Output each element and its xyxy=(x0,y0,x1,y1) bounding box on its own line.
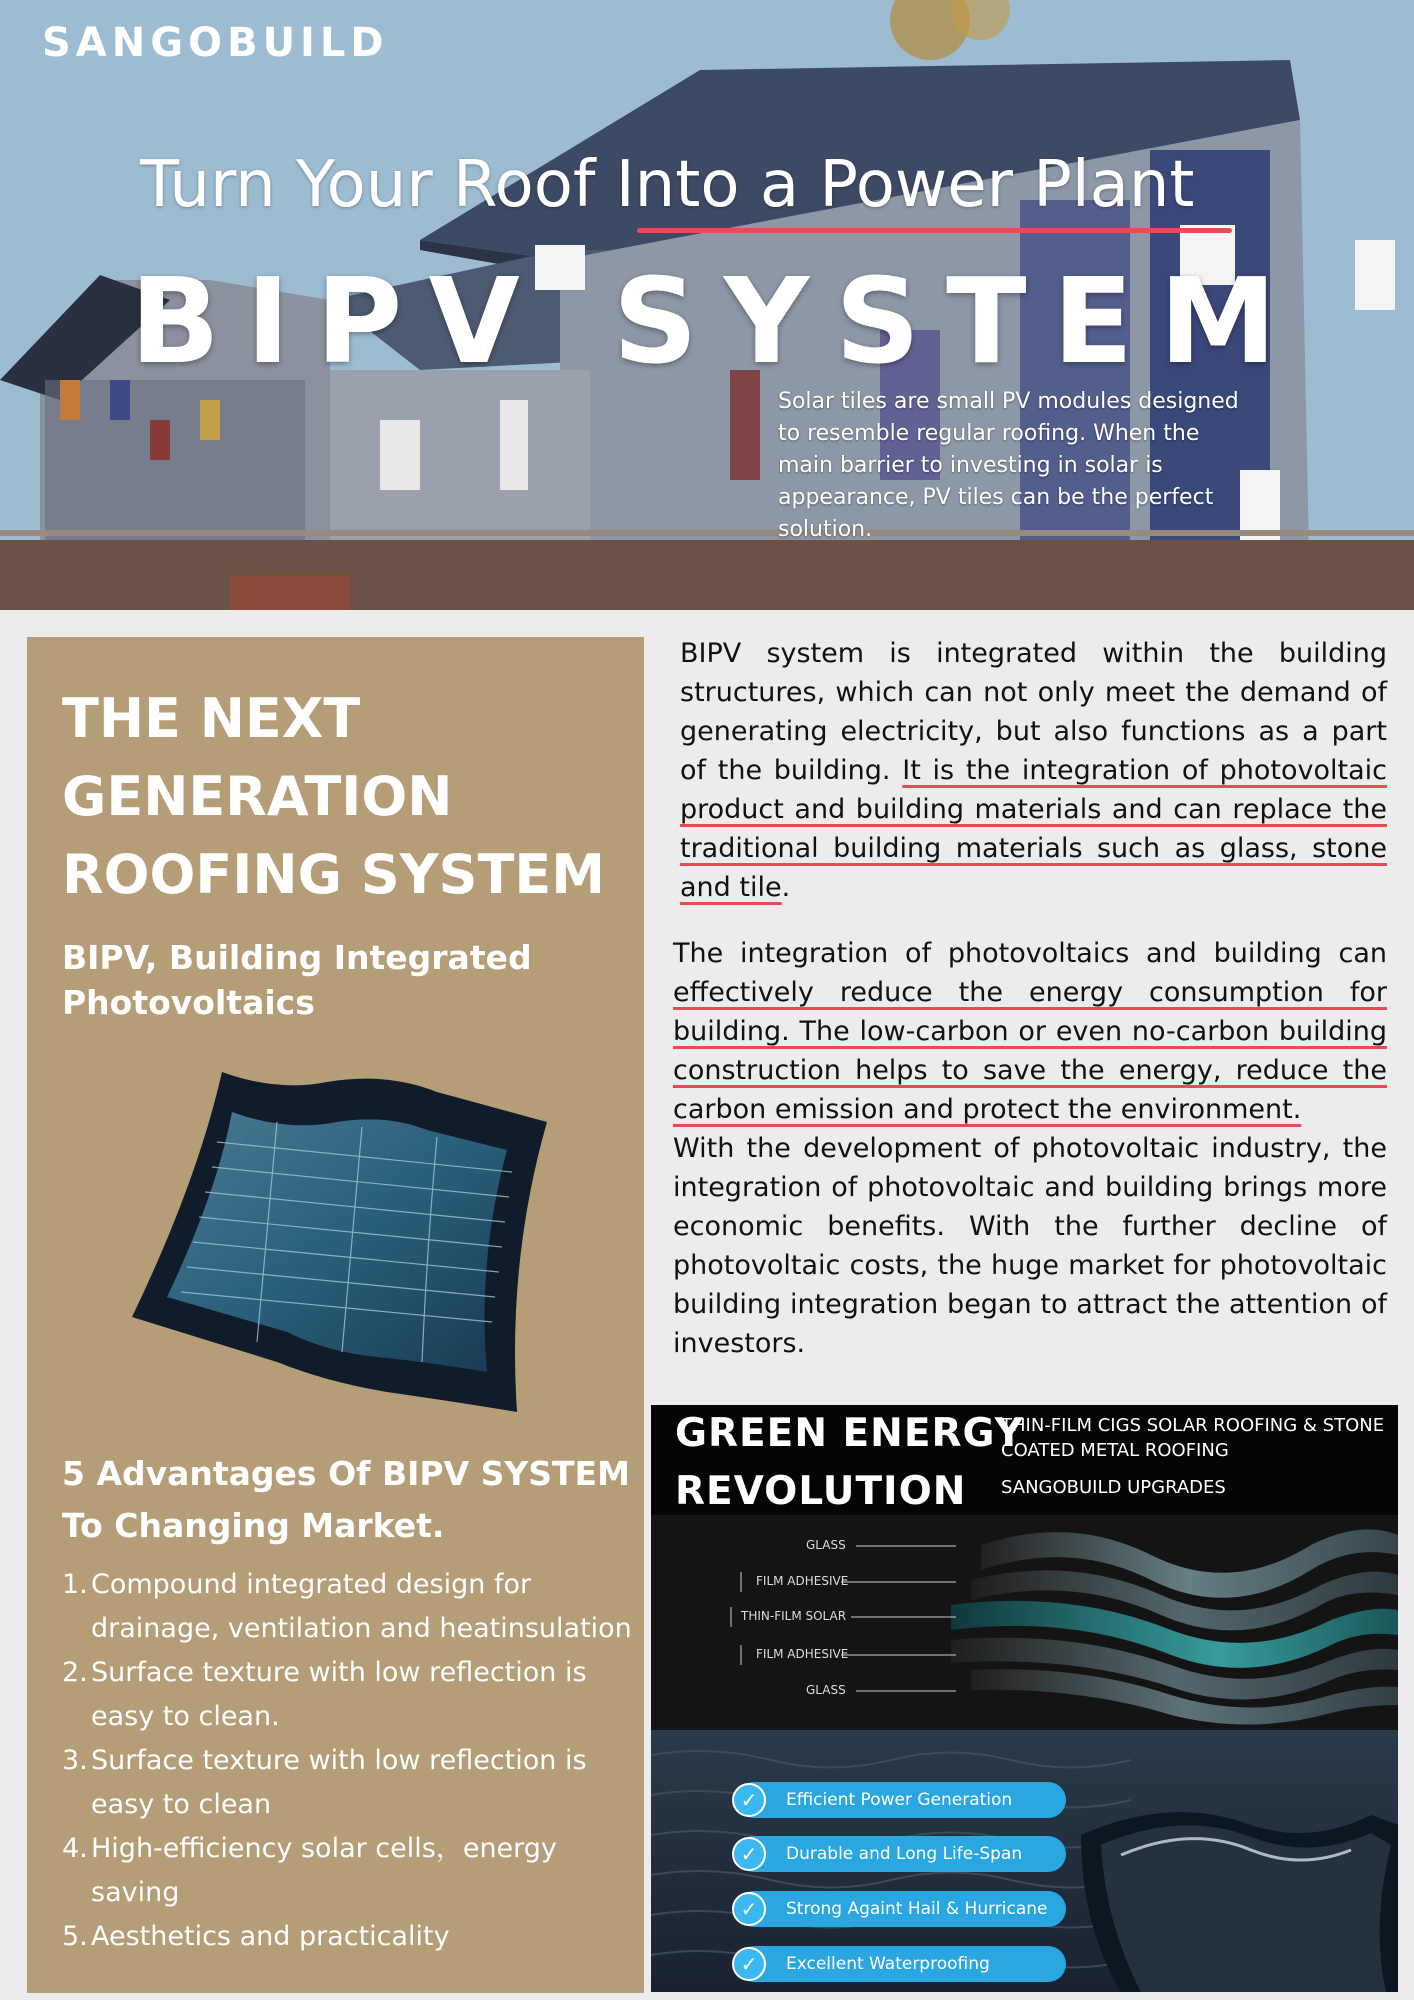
feature-label: Durable and Long Life-Span xyxy=(786,1844,1023,1864)
list-text: Compound integrated design for drainage, ventilation and heatinsulation xyxy=(91,1569,632,1644)
feature-badge xyxy=(736,1891,1066,1927)
title-line: GREEN ENERGY xyxy=(675,1411,1024,1456)
hero-title: BIPV SYSTEM xyxy=(130,252,1303,390)
list-item xyxy=(62,1563,637,1651)
market-paragraph: With the development of photovoltaic industry, the integration of photovoltaic and building brings more economic benefits. With the further decline of photovoltaic costs, the huge market for photovoltaic building integration began to attract the attention of investors. xyxy=(673,1133,1387,1359)
advantages-list xyxy=(62,1563,637,1959)
infographic-upgrade-text: SANGOBUILD UPGRADES xyxy=(1001,1477,1226,1498)
energy-paragraph xyxy=(673,934,1387,1129)
list-item xyxy=(62,1915,637,1959)
check-icon: ✓ xyxy=(732,1837,766,1871)
feature-badge xyxy=(736,1782,1066,1818)
hero-banner xyxy=(0,0,1414,610)
advantages-title: 5 Advantages Of BIPV SYSTEM To Changing Market. xyxy=(62,1454,630,1545)
layer-label: GLASS xyxy=(806,1538,846,1552)
feature-badge xyxy=(736,1946,1066,1982)
panel-subtitle: BIPV, Building Integrated Photovoltaics xyxy=(62,938,532,1022)
brand-logo: SANGOBUILD xyxy=(42,20,389,66)
title-line: REVOLUTION xyxy=(675,1469,967,1514)
feature-badge xyxy=(736,1836,1066,1872)
list-text: High-efficiency solar cells，energy saving xyxy=(91,1833,557,1908)
list-text: Aesthetics and practicality xyxy=(91,1921,450,1952)
infographic-title xyxy=(675,1405,1024,1521)
headline-underline xyxy=(637,228,1232,233)
feature-label: Efficient Power Generation xyxy=(786,1790,1013,1810)
list-number: 4. xyxy=(62,1833,88,1864)
layer-label: FILM ADHESIVE xyxy=(756,1574,849,1588)
paragraph-text: BIPV system is integrated within the building structures, which can not only meet the demand of generating electricity, but also functions as a part of the building. xyxy=(680,638,1387,786)
feature-label: Strong Againt Hail & Hurricane xyxy=(786,1899,1048,1919)
list-item xyxy=(62,1651,637,1739)
layer-label: THIN-FILM SOLAR xyxy=(741,1609,847,1623)
list-text: Surface texture with low reflection is easy to clean. xyxy=(91,1657,587,1732)
infographic-side-text: THIN-FILM CIGS SOLAR ROOFING & STONE COATED METAL ROOFING xyxy=(1001,1415,1385,1461)
list-text: Surface texture with low reflection is easy to clean xyxy=(91,1745,587,1820)
layer-label: GLASS xyxy=(806,1683,846,1697)
check-icon: ✓ xyxy=(732,1783,766,1817)
intro-paragraph xyxy=(680,634,1387,907)
layer-label: FILM ADHESIVE xyxy=(756,1647,849,1661)
list-number: 5. xyxy=(62,1921,88,1952)
paragraph-text: The integration of photovoltaics and building can xyxy=(673,938,1387,969)
check-icon: ✓ xyxy=(732,1947,766,1981)
list-number: 2. xyxy=(62,1657,88,1688)
left-panel xyxy=(27,637,644,1993)
list-number: 3. xyxy=(62,1745,88,1776)
hero-headline: Turn Your Roof Into a Power Plant xyxy=(140,148,1195,222)
paragraph-text: . xyxy=(781,872,791,903)
panel-title: THE NEXT GENERATION ROOFING SYSTEM xyxy=(62,687,606,906)
list-item xyxy=(62,1739,637,1827)
list-number: 1. xyxy=(62,1569,88,1600)
highlighted-text: effectively reduce the energy consumption for building. The low-carbon or even no-carbon building construction helps to save the energy, reduce the carbon emission and protect the environment. xyxy=(673,977,1387,1125)
green-energy-infographic xyxy=(651,1405,1398,1992)
list-item xyxy=(62,1827,637,1915)
solar-tile-image xyxy=(127,1062,567,1442)
feature-label: Excellent Waterproofing xyxy=(786,1954,990,1974)
highlighted-text: It is the integration of photovoltaic product and building materials and can replace the traditional building materials such as glass, stone and tile xyxy=(680,755,1387,903)
check-icon: ✓ xyxy=(732,1892,766,1926)
hero-description: Solar tiles are small PV modules designed to resemble regular roofing. When the main barrier to investing in solar is appearance, PV tiles can be the perfect solution. xyxy=(778,389,1239,542)
